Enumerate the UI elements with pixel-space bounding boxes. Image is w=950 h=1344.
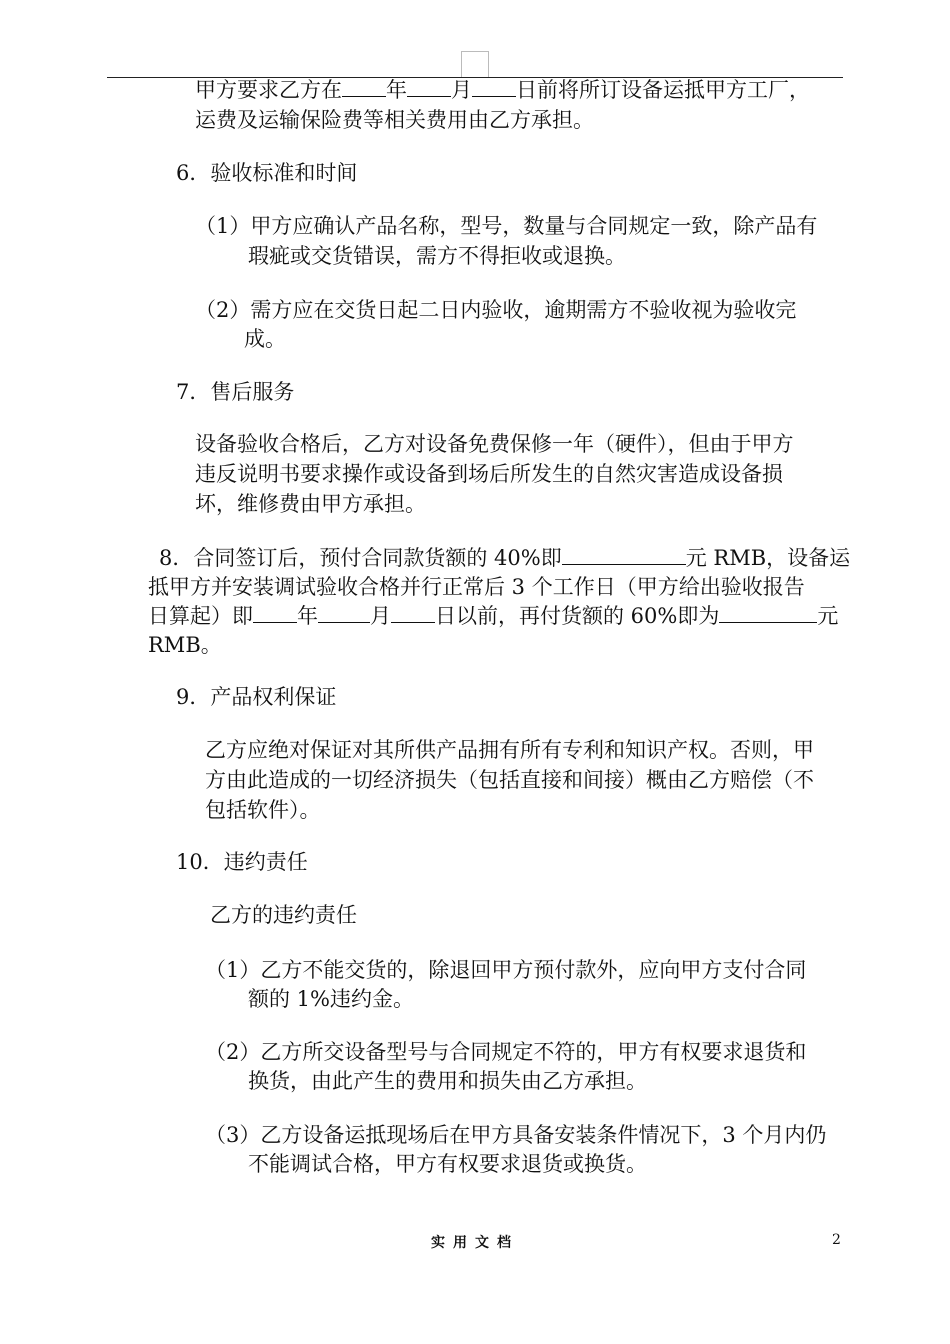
page-number: 2 — [832, 1232, 841, 1248]
s10-item-2-line-2: 换货，由此产生的费用和损失由乙方承担。 — [248, 1069, 647, 1093]
s10-item-3-line-2: 不能调试合格，甲方有权要求退货或换货。 — [248, 1152, 647, 1176]
blank-day — [472, 76, 516, 97]
s6-item-2-line-1: （2）需方应在交货日起二日内验收，逾期需方不验收视为验收完 — [195, 298, 797, 322]
s8-line-1: 8．合同签订后，预付合同款货额的 40%即 元 RMB，设备运 — [159, 546, 851, 570]
section-7-heading: 7．售后服务 — [176, 380, 295, 404]
s9-line-1: 乙方应绝对保证对其所供产品拥有所有专利和知识产权。否则，甲 — [205, 738, 814, 762]
footer-label: 实用文档 — [431, 1235, 519, 1251]
blank-balance-amount — [719, 602, 817, 623]
s10-item-2-line-1: （2）乙方所交设备型号与合同规定不符的，甲方有权要求退货和 — [205, 1040, 807, 1064]
s6-item-2-line-2: 成。 — [244, 327, 286, 351]
s6-item-1-line-1: （1）甲方应确认产品名称，型号，数量与合同规定一致，除产品有 — [195, 214, 818, 238]
s8-line-4: RMB。 — [148, 633, 222, 657]
s7-line-1: 设备验收合格后，乙方对设备免费保修一年（硬件），但由于甲方 — [195, 432, 794, 456]
s10-item-1-line-2: 额的 1%违约金。 — [248, 987, 414, 1011]
s7-line-3: 坏，维修费由甲方承担。 — [195, 492, 426, 516]
s10-subheading: 乙方的违约责任 — [210, 903, 357, 927]
header-marker — [461, 51, 489, 78]
section-9-heading: 9．产品权利保证 — [176, 685, 337, 709]
blank-day-2 — [391, 602, 435, 623]
s7-line-2: 违反说明书要求操作或设备到场后所发生的自然灾害造成设备损 — [195, 462, 783, 486]
s10-item-3-line-1: （3）乙方设备运抵现场后在甲方具备安装条件情况下，3 个月内仍 — [205, 1123, 827, 1147]
s10-item-1-line-1: （1）乙方不能交货的，除退回甲方预付款外，应向甲方支付合同 — [205, 958, 807, 982]
section-10-heading: 10．违约责任 — [176, 850, 308, 874]
blank-year-2 — [253, 602, 297, 623]
s9-line-2: 方由此造成的一切经济损失（包括直接和间接）概由乙方赔偿（不 — [205, 768, 814, 792]
intro-line-2: 运费及运输保险费等相关费用由乙方承担。 — [195, 108, 594, 132]
blank-month — [407, 76, 451, 97]
s9-line-3: 包括软件）。 — [205, 798, 321, 822]
section-6-heading: 6．验收标准和时间 — [176, 161, 358, 185]
intro-line-1: 甲方要求乙方在 年 月 日前将所订设备运抵甲方工厂， — [195, 78, 810, 102]
s8-line-2: 抵甲方并安装调试验收合格并行正常后 3 个工作日（甲方给出验收报告 — [148, 575, 805, 599]
blank-month-2 — [318, 602, 370, 623]
s6-item-1-line-2: 瑕疵或交货错误，需方不得拒收或退换。 — [248, 244, 626, 268]
s8-line-3: 日算起）即 年 月 日以前，再付货额的 60%即为 元 — [148, 604, 839, 628]
blank-prepay-amount — [562, 544, 686, 565]
blank-year — [342, 76, 386, 97]
